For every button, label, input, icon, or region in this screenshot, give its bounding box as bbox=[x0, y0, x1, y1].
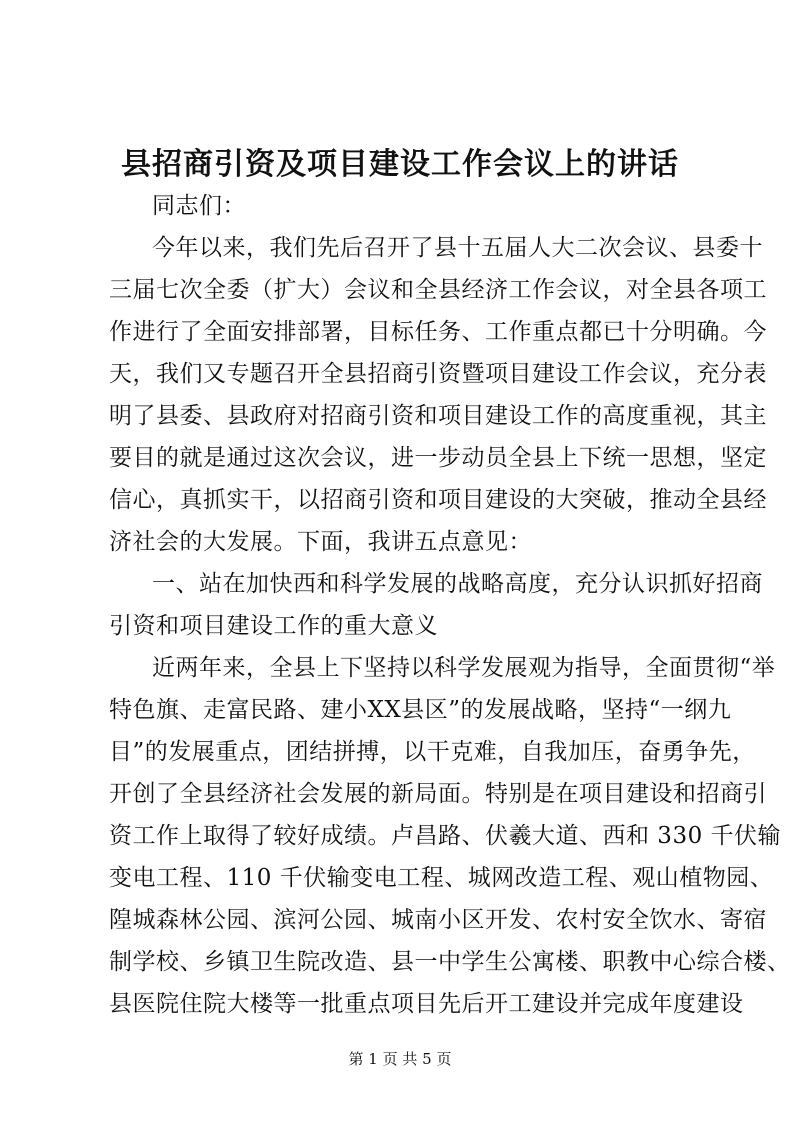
text-line-17: 隍城森林公园、滨河公园、城南小区开发、农村安全饮水、寄宿 bbox=[109, 907, 767, 933]
text-line-18: 制学校、乡镇卫生院改造、县一中学生公寓楼、职教中心综合楼、 bbox=[109, 949, 791, 975]
text-line-15: 资工作上取得了较好成绩。卢昌路、伏羲大道、西和 330 千伏输 bbox=[109, 823, 782, 849]
text-line-7: 信心，真抓实干，以招商引资和项目建设的大突破，推动全县经 bbox=[109, 487, 767, 513]
text-line-8: 济社会的大发展。下面，我讲五点意见： bbox=[109, 529, 532, 555]
section-heading-line-1: 一、站在加快西和科学发展的战略高度，充分认识抓好招商 bbox=[152, 571, 763, 597]
text-line-14: 开创了全县经济社会发展的新局面。特别是在项目建设和招商引 bbox=[109, 781, 767, 807]
document-title: 县招商引资及项目建设工作会议上的讲话 bbox=[121, 147, 679, 182]
salutation: 同志们： bbox=[152, 193, 246, 219]
text-line-3: 作进行了全面安排部署，目标任务、工作重点都已十分明确。今 bbox=[109, 319, 767, 345]
text-line-4: 天，我们又专题召开全县招商引资暨项目建设工作会议，充分表 bbox=[109, 361, 767, 387]
text-line-1: 今年以来，我们先后召开了县十五届人大二次会议、县委十 bbox=[152, 235, 763, 261]
text-line-2: 三届七次全委（扩大）会议和全县经济工作会议，对全县各项工 bbox=[109, 277, 767, 303]
text-line-6: 要目的就是通过这次会议，进一步动员全县上下统一思想，坚定 bbox=[109, 445, 767, 471]
text-line-16: 变电工程、110 千伏输变电工程、城网改造工程、观山植物园、 bbox=[109, 865, 774, 891]
page-footer: 第 1 页 共 5 页 bbox=[348, 1050, 452, 1068]
text-line-5: 明了县委、县政府对招商引资和项目建设工作的高度重视，其主 bbox=[109, 403, 767, 429]
text-line-11: 近两年来，全县上下坚持以科学发展观为指导，全面贯彻“举 bbox=[152, 655, 776, 681]
text-line-12: 特色旗、走富民路、建小XX县区”的发展战略，坚持“一纲九 bbox=[109, 697, 732, 723]
text-line-13: 目”的发展重点，团结拼搏，以干克难，自我加压，奋勇争先， bbox=[109, 739, 756, 765]
text-line-19: 县医院住院大楼等一批重点项目先后开工建设并完成年度建设 bbox=[109, 991, 744, 1017]
section-heading-line-2: 引资和项目建设工作的重大意义 bbox=[109, 613, 438, 639]
